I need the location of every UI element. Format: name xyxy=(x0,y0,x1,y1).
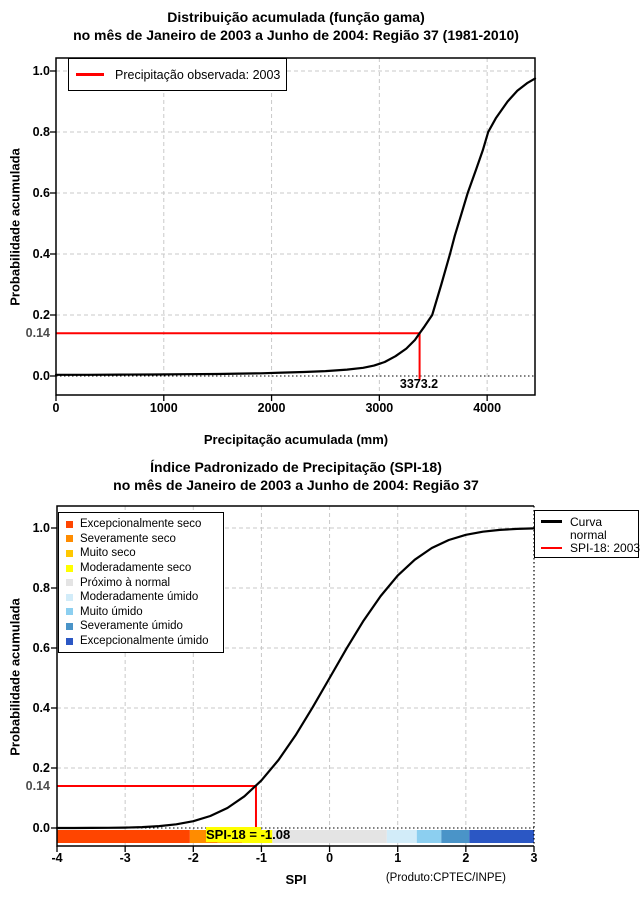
legend-label: SPI-18: 2003 xyxy=(570,541,640,556)
x-tick-label: 3000 xyxy=(365,401,394,415)
y-tick-label: 0.6 xyxy=(32,641,50,655)
colorbar-segment xyxy=(469,830,534,843)
y-tick-label: 0.2 xyxy=(32,308,50,322)
y-tick-label: 0.6 xyxy=(32,186,50,200)
x-tick-label: -3 xyxy=(119,851,131,865)
legend-item xyxy=(66,605,223,620)
chart-title: Distribuição acumulada (função gama) xyxy=(167,9,425,25)
x-axis-label: SPI xyxy=(285,872,307,887)
x-tick-label: 1 xyxy=(394,851,402,865)
y-tick-label: 0.4 xyxy=(32,247,50,261)
legend-item xyxy=(66,575,223,590)
legend-item xyxy=(66,590,223,605)
x-tick-label: -2 xyxy=(187,851,199,865)
x-tick-label: 3 xyxy=(530,851,538,865)
line-swatch xyxy=(541,520,562,523)
legend-label: Precipitação observada: 2003 xyxy=(115,67,281,82)
category-label: Severamente úmido xyxy=(80,620,183,633)
legend-item xyxy=(66,546,223,561)
x-tick-label: 1000 xyxy=(149,401,178,415)
y-tick-label: 0.8 xyxy=(32,125,50,139)
y-axis-label: Probabilidade acumulada xyxy=(7,598,23,756)
category-label: Moderadamente úmido xyxy=(80,591,199,604)
legend-item xyxy=(541,515,638,528)
probability-marker-label: 0.14 xyxy=(25,326,50,340)
category-color-swatch xyxy=(66,565,73,572)
probability-marker-label: 0.14 xyxy=(25,779,50,793)
legend-label: Curva xyxy=(570,514,603,529)
legend-item xyxy=(66,532,223,547)
category-label: Excepcionalmente seco xyxy=(80,518,202,531)
spi-colorbar xyxy=(57,830,534,843)
spi-value-label xyxy=(206,828,290,842)
x-axis-label: Precipitação acumulada (mm) xyxy=(203,432,389,447)
line-swatch xyxy=(541,547,562,550)
precipitation-marker-label: 3373.2 xyxy=(399,377,439,391)
y-tick-label: 0.0 xyxy=(32,369,50,383)
curve-legend xyxy=(534,510,639,558)
x-tick-label: 2000 xyxy=(257,401,286,415)
category-label: Muito úmido xyxy=(80,605,143,618)
colorbar-segment xyxy=(441,830,469,843)
x-tick-label: 2 xyxy=(462,851,470,865)
category-color-swatch xyxy=(66,594,73,601)
y-axis-label: Probabilidade acumulada xyxy=(7,148,23,306)
x-tick-label: -1 xyxy=(255,851,267,865)
category-color-swatch xyxy=(66,623,73,630)
spi-category-legend xyxy=(58,512,224,653)
y-tick-label: 1.0 xyxy=(32,64,50,78)
category-label: Moderadamente seco xyxy=(80,562,192,575)
legend-item xyxy=(541,528,638,541)
category-color-swatch xyxy=(66,550,73,557)
chart-subtitle: no mês de Janeiro de 2003 a Junho de 2004: Região 37 xyxy=(113,477,479,493)
category-color-swatch xyxy=(66,521,73,528)
legend-item xyxy=(66,561,223,576)
chart-title: Índice Padronizado de Precipitação (SPI-18) xyxy=(150,459,442,475)
y-tick-label: 0.0 xyxy=(32,821,50,835)
x-tick-label: 0 xyxy=(326,851,334,865)
spi-value-highlight: SPI-18 = xyxy=(206,827,261,842)
legend-precipitation xyxy=(68,58,287,91)
red-line-swatch xyxy=(76,73,104,76)
legend-label: normal xyxy=(570,527,607,542)
colorbar-segment xyxy=(57,830,190,843)
y-tick-label: 0.8 xyxy=(32,581,50,595)
y-tick-label: 0.2 xyxy=(32,761,50,775)
legend-item xyxy=(66,619,223,634)
category-label: Severamente seco xyxy=(80,532,176,545)
y-tick-label: 0.4 xyxy=(32,701,50,715)
x-tick-label: -4 xyxy=(51,851,63,865)
category-color-swatch xyxy=(66,535,73,542)
legend-item xyxy=(541,542,638,555)
legend-item xyxy=(66,634,223,649)
x-tick-label: 4000 xyxy=(473,401,502,415)
colorbar-segment xyxy=(417,830,442,843)
category-color-swatch xyxy=(66,608,73,615)
category-label: Muito seco xyxy=(80,547,136,560)
spi-value-rest: -1.08 xyxy=(260,827,291,842)
y-tick-label: 1.0 xyxy=(32,521,50,535)
chart-subtitle: no mês de Janeiro de 2003 a Junho de 2004: Região 37 (1981-2010) xyxy=(73,27,519,43)
category-color-swatch xyxy=(66,579,73,586)
category-color-swatch xyxy=(66,638,73,645)
x-tick-label: 0 xyxy=(52,401,60,415)
product-credit: (Produto:CPTEC/INPE) xyxy=(385,872,506,884)
legend-item xyxy=(66,517,223,532)
category-label: Próximo à normal xyxy=(80,576,171,589)
category-label: Excepcionalmente úmido xyxy=(80,635,209,648)
colorbar-segment xyxy=(387,830,417,843)
